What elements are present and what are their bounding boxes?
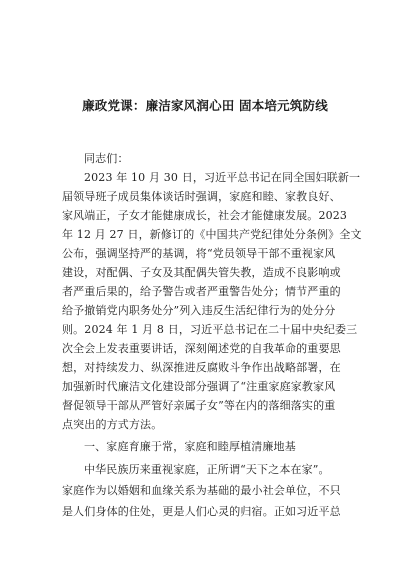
section-heading: 一、家庭育廉于常，家庭和睦厚植清廉地基 — [84, 440, 296, 453]
section-paragraph-line: 家庭作为以婚姻和血缘关系为基础的最小社会单位，不只 — [62, 484, 341, 497]
paragraph-line: 则。2024 年 1 月 8 日，习近平总书记在二十届中央纪委三 — [62, 323, 358, 336]
paragraph-line: 年 12 月 27 日，新修订的《中国共产党纪律处分条例》全文 — [62, 228, 362, 241]
paragraph-line: 加强新时代廉洁文化建设部分强调了“注重家庭家教家风 — [62, 380, 336, 393]
paragraph-line: 2023 年 10 月 30 日，习近平总书记在同全国妇联新一 — [84, 171, 361, 184]
paragraph-line: 者严重后果的，给予警告或者严重警告处分；情节严重的 — [62, 285, 341, 298]
section-paragraph-line: 是人们身体的住处，更是人们心灵的归宿。正如习近平总 — [62, 505, 341, 518]
salutation: 同志们： — [84, 152, 129, 165]
paragraph-line: 公布，强调坚持严的基调，将“党员领导干部不重视家风 — [62, 247, 336, 260]
paragraph-line: 点突出的方式方法。 — [62, 418, 163, 431]
paragraph-line: 次全会上发表重要讲话，深刻阐述党的自我革命的重要思 — [62, 342, 341, 355]
paragraph-line: 督促领导干部从严管好亲属子女”等在内的落细落实的重 — [62, 399, 336, 412]
paragraph-line: 建设，对配偶、子女及其配偶失管失教，造成不良影响或 — [62, 266, 341, 279]
paragraph-line: 想，对持续发力、纵深推进反腐败斗争作出战略部署，在 — [62, 361, 341, 374]
section-paragraph-line: 中华民族历来重视家庭，正所谓“天下之本在家”。 — [84, 463, 330, 476]
paragraph-line: 给予撤销党内职务处分”列入违反生活纪律行为的处分分 — [62, 304, 336, 317]
paragraph-line: 家风端正，子女才能健康成长，社会才能健康发展。2023 — [62, 209, 348, 222]
paragraph-line: 届领导班子成员集体谈话时强调，家庭和睦、家教良好、 — [62, 190, 341, 203]
document-title: 廉政党课：廉洁家风润心田 固本培元筑防线 — [82, 98, 328, 113]
